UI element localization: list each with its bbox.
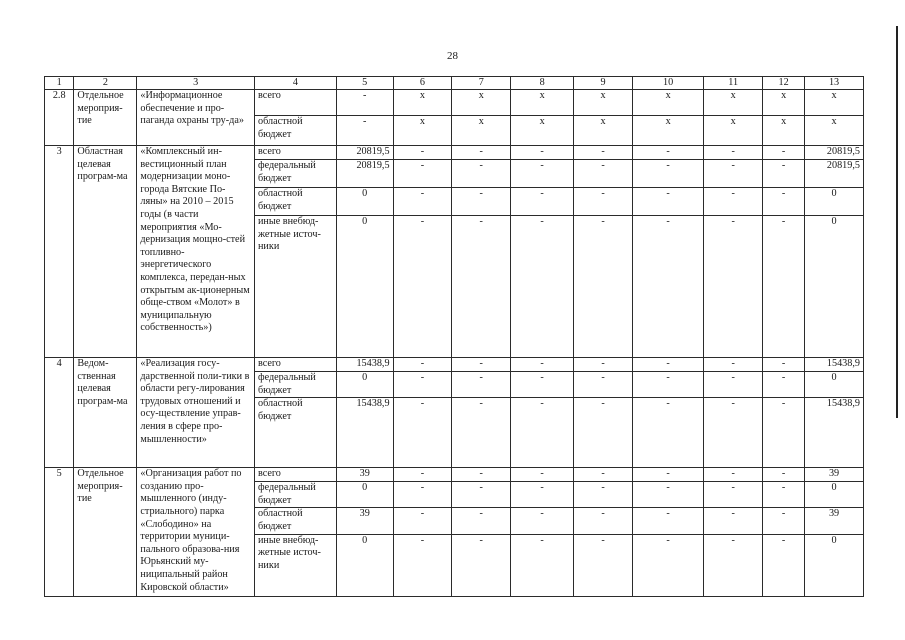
value-cell-col-7: - [452, 398, 511, 468]
value-cell-col-7: - [452, 146, 511, 160]
value-cell-col-11: - [704, 398, 763, 468]
column-number-12: 12 [763, 77, 805, 90]
funding-source-cell: всего [254, 468, 336, 482]
value-cell-col-7: - [452, 188, 511, 216]
value-cell-col-8: - [511, 468, 574, 482]
funding-source-cell: иные внебюд-жетные источ-ники [254, 534, 336, 596]
value-cell-col-10: - [632, 146, 703, 160]
value-cell-col-8: - [511, 146, 574, 160]
value-cell-col-10: - [632, 216, 703, 358]
column-number-row [45, 77, 864, 90]
column-number-1: 1 [45, 77, 74, 90]
value-cell-col-11: - [704, 146, 763, 160]
value-cell-col-9: - [574, 508, 633, 534]
column-number-6: 6 [393, 77, 452, 90]
funding-source-cell: всего [254, 146, 336, 160]
value-cell-col-8: - [511, 372, 574, 398]
value-cell-col-10: x [632, 90, 703, 116]
program-name-cell: «Организация работ по созданию про-мышленного (инду-стриального) парка «Слободино» на территории муници-пального образова-ния Юрьянский му-ниципальный район Кировской области» [137, 468, 255, 596]
value-cell-col-9: x [574, 90, 633, 116]
value-cell-col-6: - [393, 146, 452, 160]
value-cell-col-9: - [574, 358, 633, 372]
value-cell-col-6: - [393, 160, 452, 188]
value-cell-col-6: - [393, 358, 452, 372]
value-cell-col-6: - [393, 534, 452, 596]
column-number-8: 8 [511, 77, 574, 90]
column-number-13: 13 [805, 77, 864, 90]
value-cell-col-5: 0 [336, 534, 393, 596]
value-cell-col-6: - [393, 188, 452, 216]
value-cell-col-5: 0 [336, 216, 393, 358]
value-cell-col-12: - [763, 482, 805, 508]
value-cell-col-6: - [393, 508, 452, 534]
value-cell-col-6: - [393, 482, 452, 508]
value-cell-col-13: 0 [805, 188, 864, 216]
program-name-cell: «Реализация госу-дарственной поли-тики в области регу-лирования трудовых отношений и осу-ществление управ-ления в сфере про-мышленности» [137, 358, 255, 468]
value-cell-col-13: 15438,9 [805, 398, 864, 468]
value-cell-col-13: 15438,9 [805, 358, 864, 372]
value-cell-col-5: 20819,5 [336, 160, 393, 188]
value-cell-col-8: - [511, 358, 574, 372]
row-number-cell: 3 [45, 146, 74, 358]
program-type-cell: Ведом-ственная целевая програм-ма [74, 358, 137, 468]
value-cell-col-5: - [336, 90, 393, 116]
program-name-cell: «Информационное обеспечение и про-паганда охраны тру-да» [137, 90, 255, 146]
value-cell-col-11: x [704, 90, 763, 116]
value-cell-col-5: 39 [336, 468, 393, 482]
value-cell-col-9: - [574, 482, 633, 508]
value-cell-col-9: - [574, 398, 633, 468]
value-cell-col-10: - [632, 160, 703, 188]
value-cell-col-5: 0 [336, 188, 393, 216]
value-cell-col-12: - [763, 508, 805, 534]
column-number-3: 3 [137, 77, 255, 90]
program-type-cell: Отдельное мероприя-тие [74, 90, 137, 146]
value-cell-col-9: - [574, 146, 633, 160]
value-cell-col-7: - [452, 482, 511, 508]
funding-source-cell: областной бюджет [254, 508, 336, 534]
value-cell-col-12: - [763, 146, 805, 160]
value-cell-col-12: - [763, 216, 805, 358]
value-cell-col-11: - [704, 358, 763, 372]
value-cell-col-5: 0 [336, 372, 393, 398]
table-row [45, 468, 864, 482]
value-cell-col-13: x [805, 116, 864, 146]
funding-source-cell: федеральный бюджет [254, 372, 336, 398]
table-row [45, 90, 864, 116]
value-cell-col-11: - [704, 534, 763, 596]
page-number: 28 [447, 50, 458, 62]
value-cell-col-5: 0 [336, 482, 393, 508]
program-type-cell: Отдельное мероприя-тие [74, 468, 137, 596]
value-cell-col-13: 20819,5 [805, 146, 864, 160]
value-cell-col-8: - [511, 508, 574, 534]
row-number-cell: 5 [45, 468, 74, 596]
funding-source-cell: федеральный бюджет [254, 482, 336, 508]
value-cell-col-13: x [805, 90, 864, 116]
value-cell-col-13: 0 [805, 372, 864, 398]
value-cell-col-11: x [704, 116, 763, 146]
value-cell-col-13: 20819,5 [805, 160, 864, 188]
value-cell-col-10: - [632, 468, 703, 482]
value-cell-col-13: 0 [805, 534, 864, 596]
column-number-10: 10 [632, 77, 703, 90]
value-cell-col-13: 0 [805, 216, 864, 358]
value-cell-col-10: x [632, 116, 703, 146]
value-cell-col-7: - [452, 534, 511, 596]
value-cell-col-11: - [704, 188, 763, 216]
row-number-cell: 2.8 [45, 90, 74, 146]
value-cell-col-9: - [574, 216, 633, 358]
column-number-11: 11 [704, 77, 763, 90]
value-cell-col-12: - [763, 160, 805, 188]
value-cell-col-10: - [632, 372, 703, 398]
value-cell-col-11: - [704, 508, 763, 534]
value-cell-col-7: x [452, 116, 511, 146]
value-cell-col-7: - [452, 468, 511, 482]
value-cell-col-7: - [452, 508, 511, 534]
funding-source-cell: всего [254, 90, 336, 116]
value-cell-col-13: 39 [805, 468, 864, 482]
value-cell-col-6: x [393, 116, 452, 146]
value-cell-col-7: - [452, 160, 511, 188]
value-cell-col-5: - [336, 116, 393, 146]
value-cell-col-9: - [574, 372, 633, 398]
value-cell-col-10: - [632, 188, 703, 216]
value-cell-col-13: 0 [805, 482, 864, 508]
funding-source-cell: областной бюджет [254, 188, 336, 216]
value-cell-col-8: x [511, 116, 574, 146]
value-cell-col-10: - [632, 508, 703, 534]
value-cell-col-11: - [704, 160, 763, 188]
value-cell-col-12: - [763, 372, 805, 398]
value-cell-col-12: - [763, 468, 805, 482]
value-cell-col-10: - [632, 358, 703, 372]
value-cell-col-7: - [452, 216, 511, 358]
value-cell-col-6: - [393, 398, 452, 468]
budget-table [44, 76, 864, 597]
value-cell-col-10: - [632, 398, 703, 468]
value-cell-col-6: - [393, 468, 452, 482]
table-row [45, 146, 864, 160]
value-cell-col-11: - [704, 216, 763, 358]
funding-source-cell: всего [254, 358, 336, 372]
value-cell-col-11: - [704, 372, 763, 398]
value-cell-col-10: - [632, 534, 703, 596]
value-cell-col-11: - [704, 468, 763, 482]
column-number-5: 5 [336, 77, 393, 90]
value-cell-col-5: 20819,5 [336, 146, 393, 160]
column-number-9: 9 [574, 77, 633, 90]
value-cell-col-9: - [574, 160, 633, 188]
value-cell-col-8: x [511, 90, 574, 116]
value-cell-col-12: - [763, 534, 805, 596]
value-cell-col-5: 15438,9 [336, 358, 393, 372]
funding-source-cell: областной бюджет [254, 116, 336, 146]
column-number-4: 4 [254, 77, 336, 90]
funding-source-cell: областной бюджет [254, 398, 336, 468]
value-cell-col-8: - [511, 398, 574, 468]
value-cell-col-9: - [574, 468, 633, 482]
value-cell-col-8: - [511, 160, 574, 188]
value-cell-col-5: 15438,9 [336, 398, 393, 468]
value-cell-col-7: x [452, 90, 511, 116]
table-row [45, 358, 864, 372]
program-name-cell: «Комплексный ин-вестиционный план модернизации моно-города Вятские По-ляны» на 2010 – 2015 годы (в части мероприятия «Мо-дернизация мощно-стей топливно-энергетического комплекса, передан-ных открытым ак-ционерным обще-ством «Молот» в муниципальную собственность») [137, 146, 255, 358]
value-cell-col-8: - [511, 188, 574, 216]
value-cell-col-8: - [511, 216, 574, 358]
value-cell-col-12: - [763, 398, 805, 468]
funding-source-cell: иные внебюд-жетные источ-ники [254, 216, 336, 358]
value-cell-col-12: x [763, 90, 805, 116]
value-cell-col-13: 39 [805, 508, 864, 534]
value-cell-col-9: - [574, 534, 633, 596]
value-cell-col-9: x [574, 116, 633, 146]
value-cell-col-12: x [763, 116, 805, 146]
value-cell-col-8: - [511, 482, 574, 508]
row-number-cell: 4 [45, 358, 74, 468]
value-cell-col-6: - [393, 216, 452, 358]
program-type-cell: Областная целевая програм-ма [74, 146, 137, 358]
value-cell-col-6: x [393, 90, 452, 116]
value-cell-col-10: - [632, 482, 703, 508]
margin-rule [896, 26, 898, 418]
value-cell-col-9: - [574, 188, 633, 216]
value-cell-col-11: - [704, 482, 763, 508]
value-cell-col-7: - [452, 372, 511, 398]
value-cell-col-7: - [452, 358, 511, 372]
value-cell-col-5: 39 [336, 508, 393, 534]
funding-source-cell: федеральный бюджет [254, 160, 336, 188]
value-cell-col-12: - [763, 188, 805, 216]
column-number-7: 7 [452, 77, 511, 90]
value-cell-col-8: - [511, 534, 574, 596]
column-number-2: 2 [74, 77, 137, 90]
value-cell-col-12: - [763, 358, 805, 372]
value-cell-col-6: - [393, 372, 452, 398]
table-body [45, 77, 864, 597]
